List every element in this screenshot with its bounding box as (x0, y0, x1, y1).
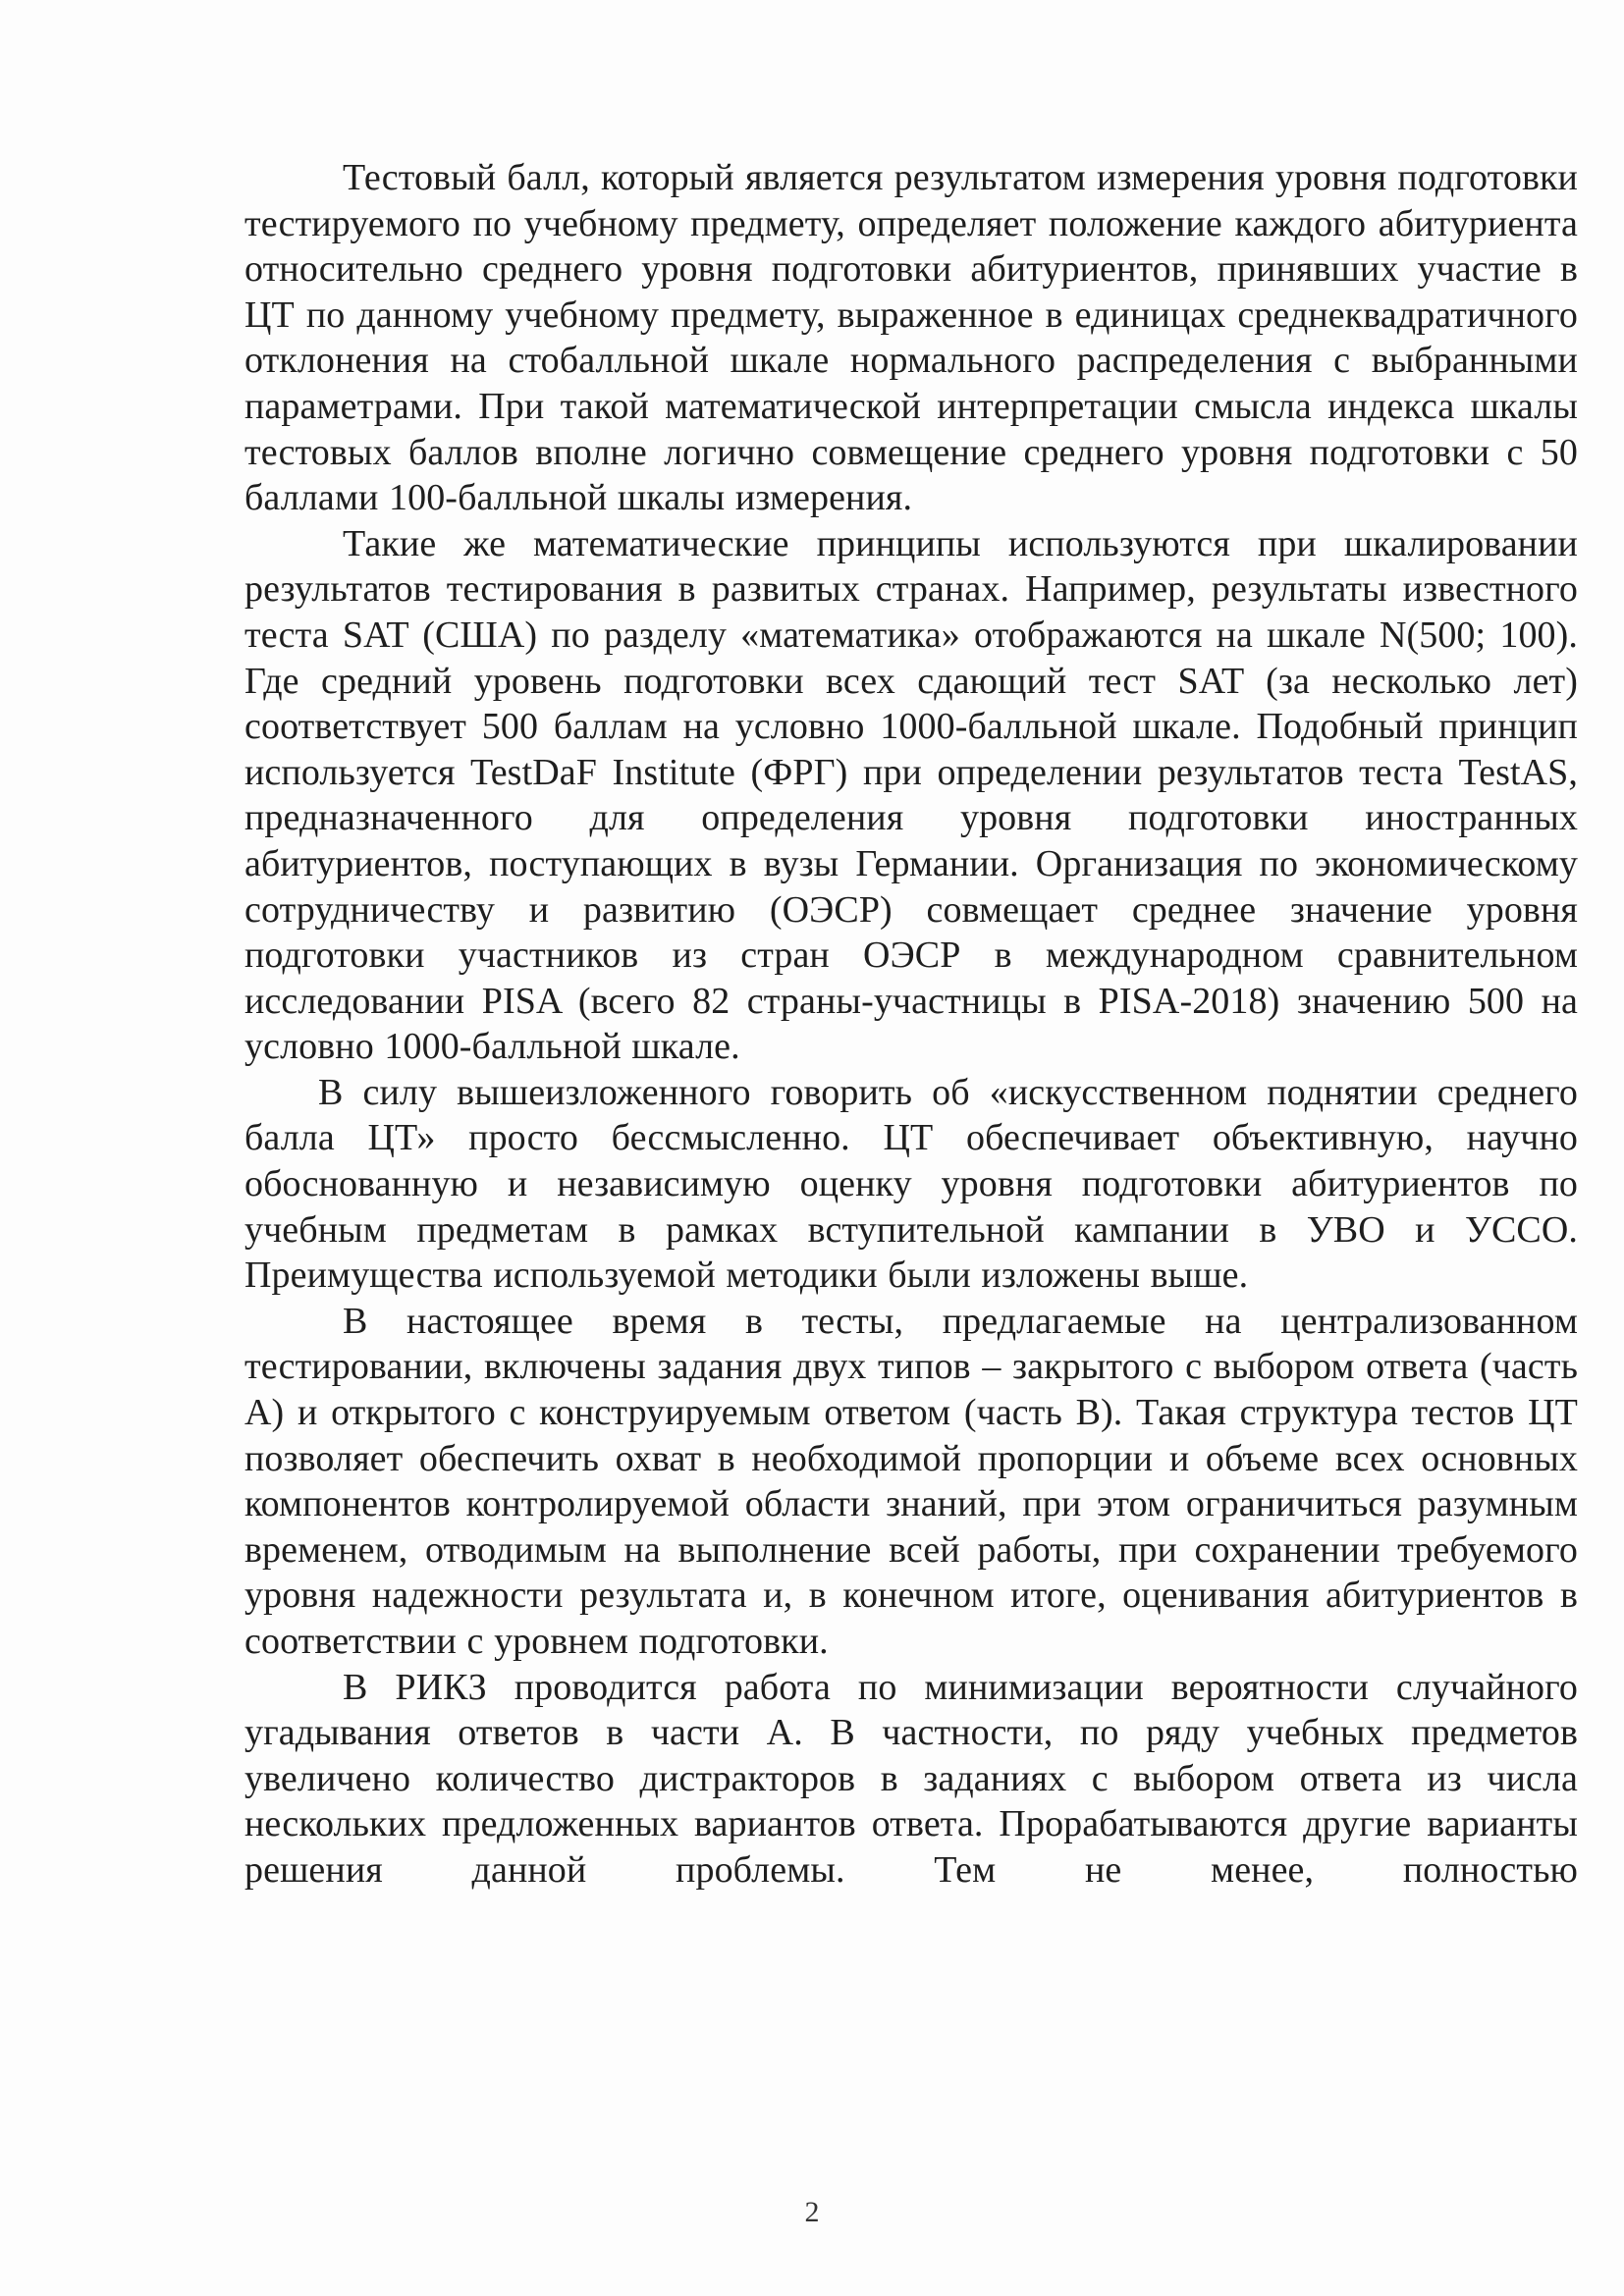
paragraph-math-principles: Такие же математические принципы используются при шкалировании результатов тестирования в развитых странах. Например, результаты известного теста SAT (США) по разделу «математика» отображаются на шкале N(500; 100). Где средний уровень подготовки всех сдающий тест SAT (за несколько лет) соответствует 500 баллам на условно 1000-балльной шкале. Подобный принцип используется TestDaF Institute (ФРГ) при определении результатов теста TestAS, предназначенного для определения уровня подготовки иностранных абитуриентов, поступающих в вузы Германии. Организация по экономическому сотрудничеству и развитию (ОЭСР) совмещает среднее значение уровня подготовки участников из стран ОЭСР в международном сравнительном исследовании PISA (всего 82 страны-участницы в PISA-2018) значению 500 на условно 1000-балльной шкале. (244, 522, 1578, 1068)
paragraph-conclusion: В силу вышеизложенного говорить об «искусственном поднятии среднего балла ЦТ» просто бессмысленно. ЦТ обеспечивает объективную, научно обоснованную и независимую оценку уровня подготовки абитуриентов по учебным предметам в рамках вступительной кампании в УВО и УССО. Преимущества используемой методики были изложены выше. (244, 1071, 1578, 1297)
paragraph-test-score: Тестовый балл, который является результатом измерения уровня подготовки тестируемого по учебному предмету, определяет положение каждого абитуриента относительно среднего уровня подготовки абитуриентов, принявших участие в ЦТ по данному учебному предмету, выраженное в единицах среднеквадратичного отклонения на стобалльной шкале нормального распределения с выбранными параметрами. При такой математической интерпретации смысла индекса шкалы тестовых баллов вполне логично совмещение среднего уровня подготовки с 50 баллами 100-балльной шкалы измерения. (244, 157, 1578, 519)
paragraph-rikz-work: В РИКЗ проводится работа по минимизации вероятности случайного угадывания ответов в части А. В частности, по ряду учебных предметов увеличено количество дистракторов в заданиях с выбором ответа из числа нескольких предложенных вариантов ответа. Прорабатываются другие варианты решения данной проблемы. Тем не менее, полностью (244, 1666, 1578, 1891)
paragraph-test-structure: В настоящее время в тесты, предлагаемые на централизованном тестировании, включены задания двух типов – закрытого с выбором ответа (часть А) и открытого с конструируемым ответом (часть В). Такая структура тестов ЦТ позволяет обеспечить охват в необходимой пропорции и объеме всех основных компонентов контролируемой области знаний, при этом ограничиться разумным временем, отводимым на выполнение всей работы, при сохранении требуемого уровня надежности результата и, в конечном итоге, оценивания абитуриентов в соответствии с уровнем подготовки. (244, 1300, 1578, 1662)
page-number: 2 (804, 2196, 820, 2228)
document-body (244, 155, 1578, 1894)
